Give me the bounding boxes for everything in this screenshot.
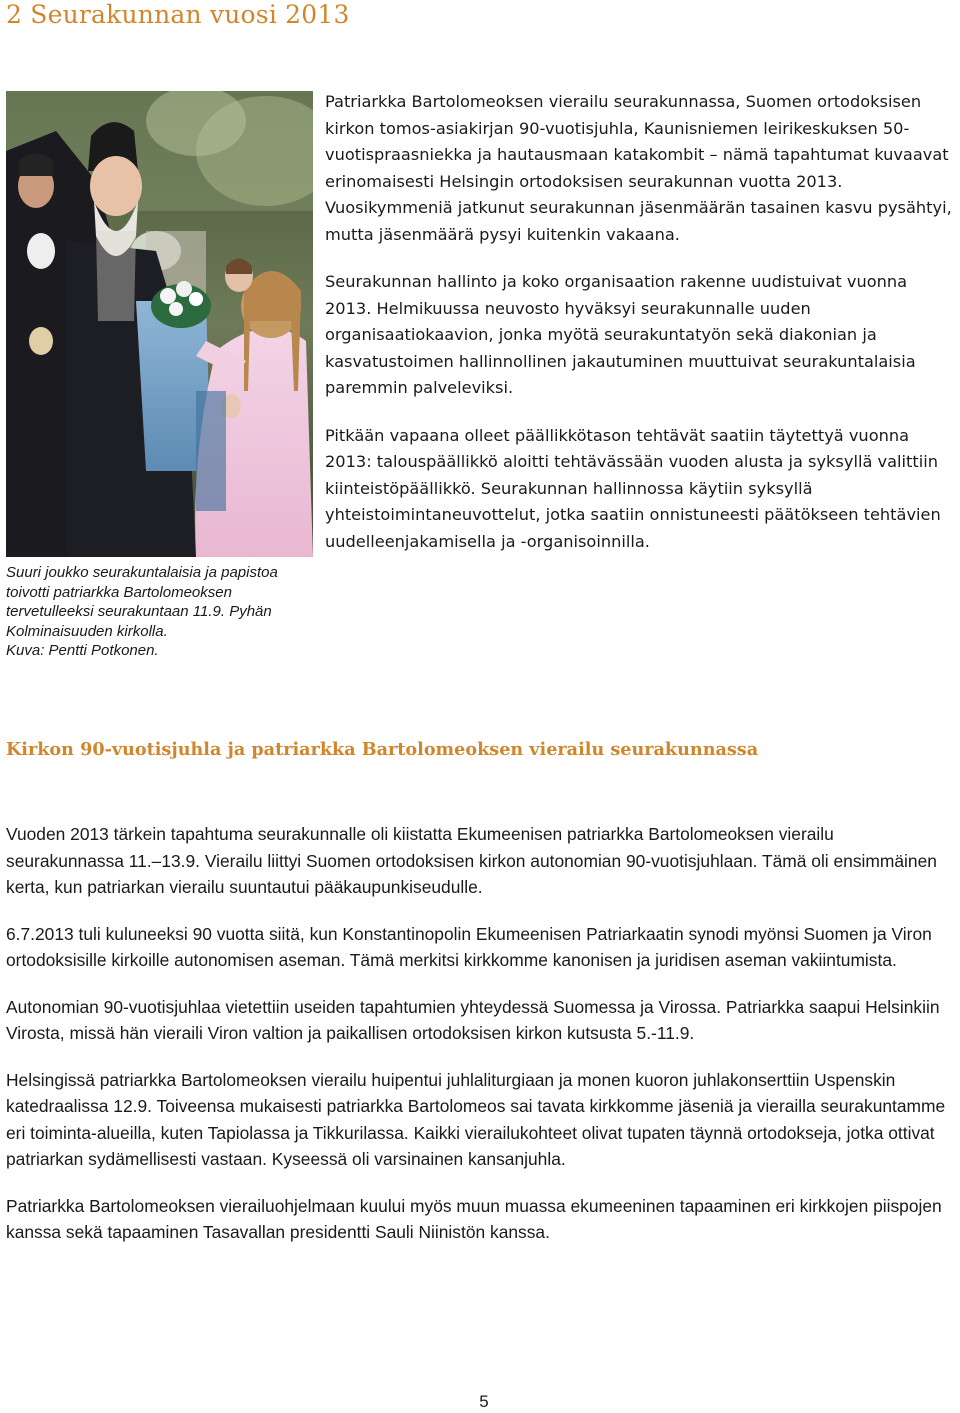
page-title: 2 Seurakunnan vuosi 2013 [6,0,350,29]
caption-line: tervetulleeksi seurakuntaan 11.9. Pyhän [6,603,272,620]
body-text [6,821,956,1266]
body-paragraph: Patriarkka Bartolomeoksen vierailuohjelmaan kuului myös muun muassa ekumeeninen tapaaminen eri kirkkojen piispojen kanssa sekä tapaaminen Tasavallan presidentti Sauli Niinistön kanssa. [6,1195,942,1242]
body-paragraph: Vuoden 2013 tärkein tapahtuma seurakunnalle oli kiistatta Ekumeenisen patriarkka Bartolomeoksen vierailu seurakunnassa 11.–13.9. Vierailu liittyi Suomen ortodoksisen kirkon autonomian 90-vuotisjuhlaan. Tämä oli ensimmäinen kerta, kun patriarkan vierailu suuntautui pääkaupunkiseudulle. [6,824,937,897]
caption-line: Kolminaisuuden kirkolla. [6,622,168,640]
photo-caption [6,563,316,661]
caption-line: Kuva: Pentti Potkonen. [6,642,159,659]
body-paragraph: Helsingissä patriarkka Bartolomeoksen vierailu huipentui juhlaliturgiaan ja monen kuoron juhlakonserttiin Uspenskin katedraalissa 12.9. Toiveensa mukaisesti patriarkka Bartolomeos sai tavata kirkkomme jäseniä ja vierailla seurakuntamme eri toiminta-alueilla, kuten Tapiolassa ja Tikkurilassa. Kaikki vierailukohteet olivat tupaten täynnä ortodokseja, jotka ottivat patriarkan sydämellisesti vastaan. Kyseessä oli varsinainen kansanjuhla. [6,1069,946,1169]
section-heading: Kirkon 90-vuotisjuhla ja patriarkka Bartolomeoksen vierailu seurakunnassa [6,739,759,760]
intro-paragraph: Pitkään vapaana olleet päällikkötason tehtävät saatiin täytettyä vuonna 2013: talouspäällikkö aloitti tehtävässään vuoden alusta ja syksyllä valittiin kiinteistöpäällikkö. Seurakunnan hallinnossa käytiin syksyllä yhteistoimintaneuvottelut, jotka saatiin onnistuneesti päätökseen tehtävien uudelleenjakamisella ja -organisoinnilla. [325,425,941,551]
caption-line: Suuri joukko seurakuntalaisia ja papistoa [6,564,278,581]
page-number: 5 [479,1392,489,1411]
intro-column [325,89,957,576]
intro-paragraph: Patriarkka Bartolomeoksen vierailu seurakunnassa, Suomen ortodoksisen kirkon tomos-asiakirjan 90-vuotisjuhla, Kaunisniemen leirikeskuksen 50-vuotispraasniekka ja hautausmaan katakombit – nämä tapahtumat kuvaavat erinomaisesti Helsingin ortodoksisen seurakunnan vuotta 2013. Vuosikymmeniä jatkunut seurakunnan jäsenmäärän tasainen kasvu pysähtyi, mutta jäsenmäärä pysyi kuitenkin vakaana. [325,92,952,244]
caption-line: toivotti patriarkka Bartolomeoksen [6,583,232,601]
intro-paragraph: Seurakunnan hallinto ja koko organisaation rakenne uudistuivat vuonna 2013. Helmikuussa neuvosto hyväksyi seurakunnalle uuden organisaatiokaavion, jonka myötä seurakuntatyön sekä diakonian ja kasvatustoimen hallinnollinen jakautuminen muuttuivat seurakuntalaisia paremmin palveleviksi. [325,272,916,397]
photo-illustration [6,91,313,557]
body-paragraph: Autonomian 90-vuotisjuhlaa vietettiin useiden tapahtumien yhteydessä Suomessa ja Virossa. Patriarkka saapui Helsinkiin Virosta, missä hän vieraili Viron valtion ja paikallisen ortodoksisen kirkon kutsusta 5.-11.9. [6,996,940,1043]
body-paragraph: 6.7.2013 tuli kuluneeksi 90 vuotta siitä, kun Konstantinopolin Ekumeenisen Patriarkaatin synodi myönsi Suomen ja Viron ortodoksisille kirkoille autonomisen aseman. Tämä merkitsi kirkkomme kanonisen ja juridisen aseman vakiintumista. [6,923,932,970]
event-photo [6,91,313,557]
